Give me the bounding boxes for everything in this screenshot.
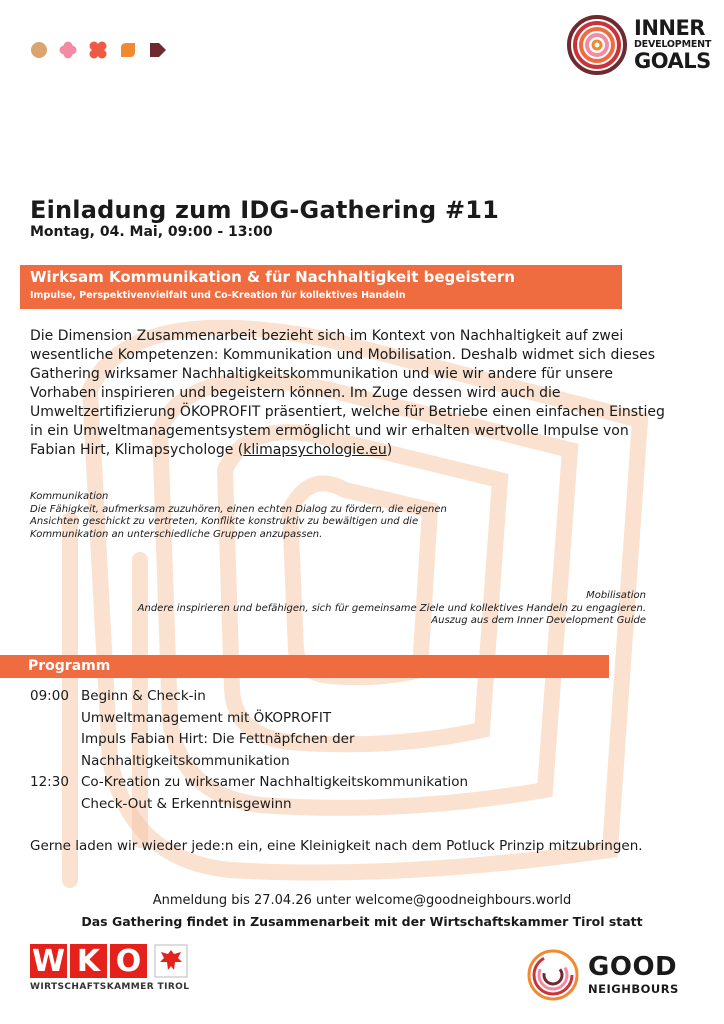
event-date: Montag, 04. Mai, 09:00 - 13:00	[30, 224, 273, 240]
cross-shape-icon	[88, 40, 108, 60]
agenda-time: 12:30	[30, 774, 69, 790]
idg-logo-line2: DEVELOPMENT	[634, 39, 712, 51]
agenda-time: 09:00	[30, 688, 69, 704]
agenda-item: Umweltmanagement mit ÖKOPROFIT	[81, 709, 332, 726]
intro-paragraph	[30, 327, 670, 460]
agenda-item: Impuls Fabian Hirt: Die Fettnäpfchen der Nachhaltigkeitskommunikation	[81, 731, 355, 769]
good-neighbours-line1: GOOD	[588, 952, 678, 983]
agenda-item: Beginn & Check-in	[81, 688, 206, 704]
kommunikation-heading: Kommunikation	[30, 491, 109, 502]
wko-logo	[30, 944, 189, 992]
kommunikation-text: Die Fähigkeit, aufmerksam zuzuhören, einen echten Dialog zu fördern, die eigenen Ansichten geschickt zu vertreten, Konflikte konstruktiv zu bewältigen und die Kommunikation an unterschiedliche Gruppen anzupassen.	[30, 503, 447, 540]
closing-text: Gerne laden wir wieder jede:n ein, eine Kleinigkeit nach dem Potluck Prinzip mitzubringen.	[30, 838, 643, 854]
flower-shape-icon	[58, 40, 78, 60]
leaf-shape-icon	[118, 40, 138, 60]
agenda-block	[30, 772, 601, 815]
tirol-eagle-icon	[154, 944, 188, 978]
intro-text: Die Dimension Zusammenarbeit bezieht sich im Kontext von Nachhaltigkeit auf zwei wesentliche Kompetenzen: Kommunikation und Mobilisation. Deshalb widmet sich dieses Gathering wirksamer Nachhaltigkeitskommunikation und wie wir andere für unsere Vorhaben inspirieren und begeistern können. Im Zuge dessen wird auch die Umweltzertifizierung ÖKOPROFIT präsentiert, welche für Betriebe einen einfachen Einstieg in ein Umweltmanagementsystem ermöglicht und wir erhalten wertvolle Impulse von Fabian Hirt, Klimapsychologe (	[30, 328, 665, 458]
idg-rings-icon	[566, 14, 628, 76]
good-neighbours-logo	[526, 948, 679, 1002]
agenda-block	[30, 686, 601, 772]
banner-title: Wirksam Kommunikation & für Nachhaltigkeit begeistern	[30, 268, 515, 286]
mobilisation-text: Andere inspirieren und befähigen, sich für gemeinsame Ziele und kollektives Handeln zu engagieren.	[137, 602, 646, 614]
inner-development-goals-logo	[566, 14, 711, 76]
idg-logo-line1: INNER	[634, 16, 705, 41]
decorative-shapes	[30, 40, 168, 60]
good-neighbours-rings-icon	[526, 948, 580, 1002]
arrow-shape-icon	[148, 40, 168, 60]
banner-subtitle: Impulse, Perspektivenvielfalt und Co-Kreation für kollektives Handeln	[30, 290, 406, 301]
programm-banner	[0, 655, 609, 678]
agenda-item: Check-Out & Erkenntnisgewinn	[81, 795, 292, 812]
wko-letter-w: W	[31, 943, 66, 979]
wko-subtitle: WIRTSCHAFTSKAMMER TIROL	[30, 982, 190, 992]
mobilisation-heading: Mobilisation	[586, 590, 646, 601]
partnership-note: Das Gathering findet in Zusammenarbeit mit der Wirtschaftskammer Tirol statt	[81, 914, 643, 929]
agenda	[30, 686, 601, 815]
registration-info: Anmeldung bis 27.04.26 unter welcome@goodneighbours.world	[152, 893, 572, 908]
mobilisation-definition	[6, 590, 646, 628]
wko-letter-k: K	[70, 944, 107, 978]
mobilisation-source: Auszug aus dem Inner Development Guide	[431, 615, 646, 626]
idg-logo-line3: GOALS	[634, 48, 711, 73]
wko-letter-o: O	[110, 944, 147, 978]
topic-banner	[20, 265, 622, 309]
page-title: Einladung zum IDG-Gathering #11	[30, 196, 500, 224]
good-neighbours-line2: NEIGHBOURS	[588, 982, 679, 997]
circle-shape-icon	[30, 41, 48, 59]
agenda-item: Co-Kreation zu wirksamer Nachhaltigkeitskommunikation	[81, 774, 469, 790]
klimapsychologie-link[interactable]: klimapsychologie.eu	[243, 442, 387, 458]
programm-heading: Programm	[28, 658, 111, 674]
kommunikation-definition	[30, 491, 450, 541]
intro-suffix: )	[386, 442, 393, 458]
